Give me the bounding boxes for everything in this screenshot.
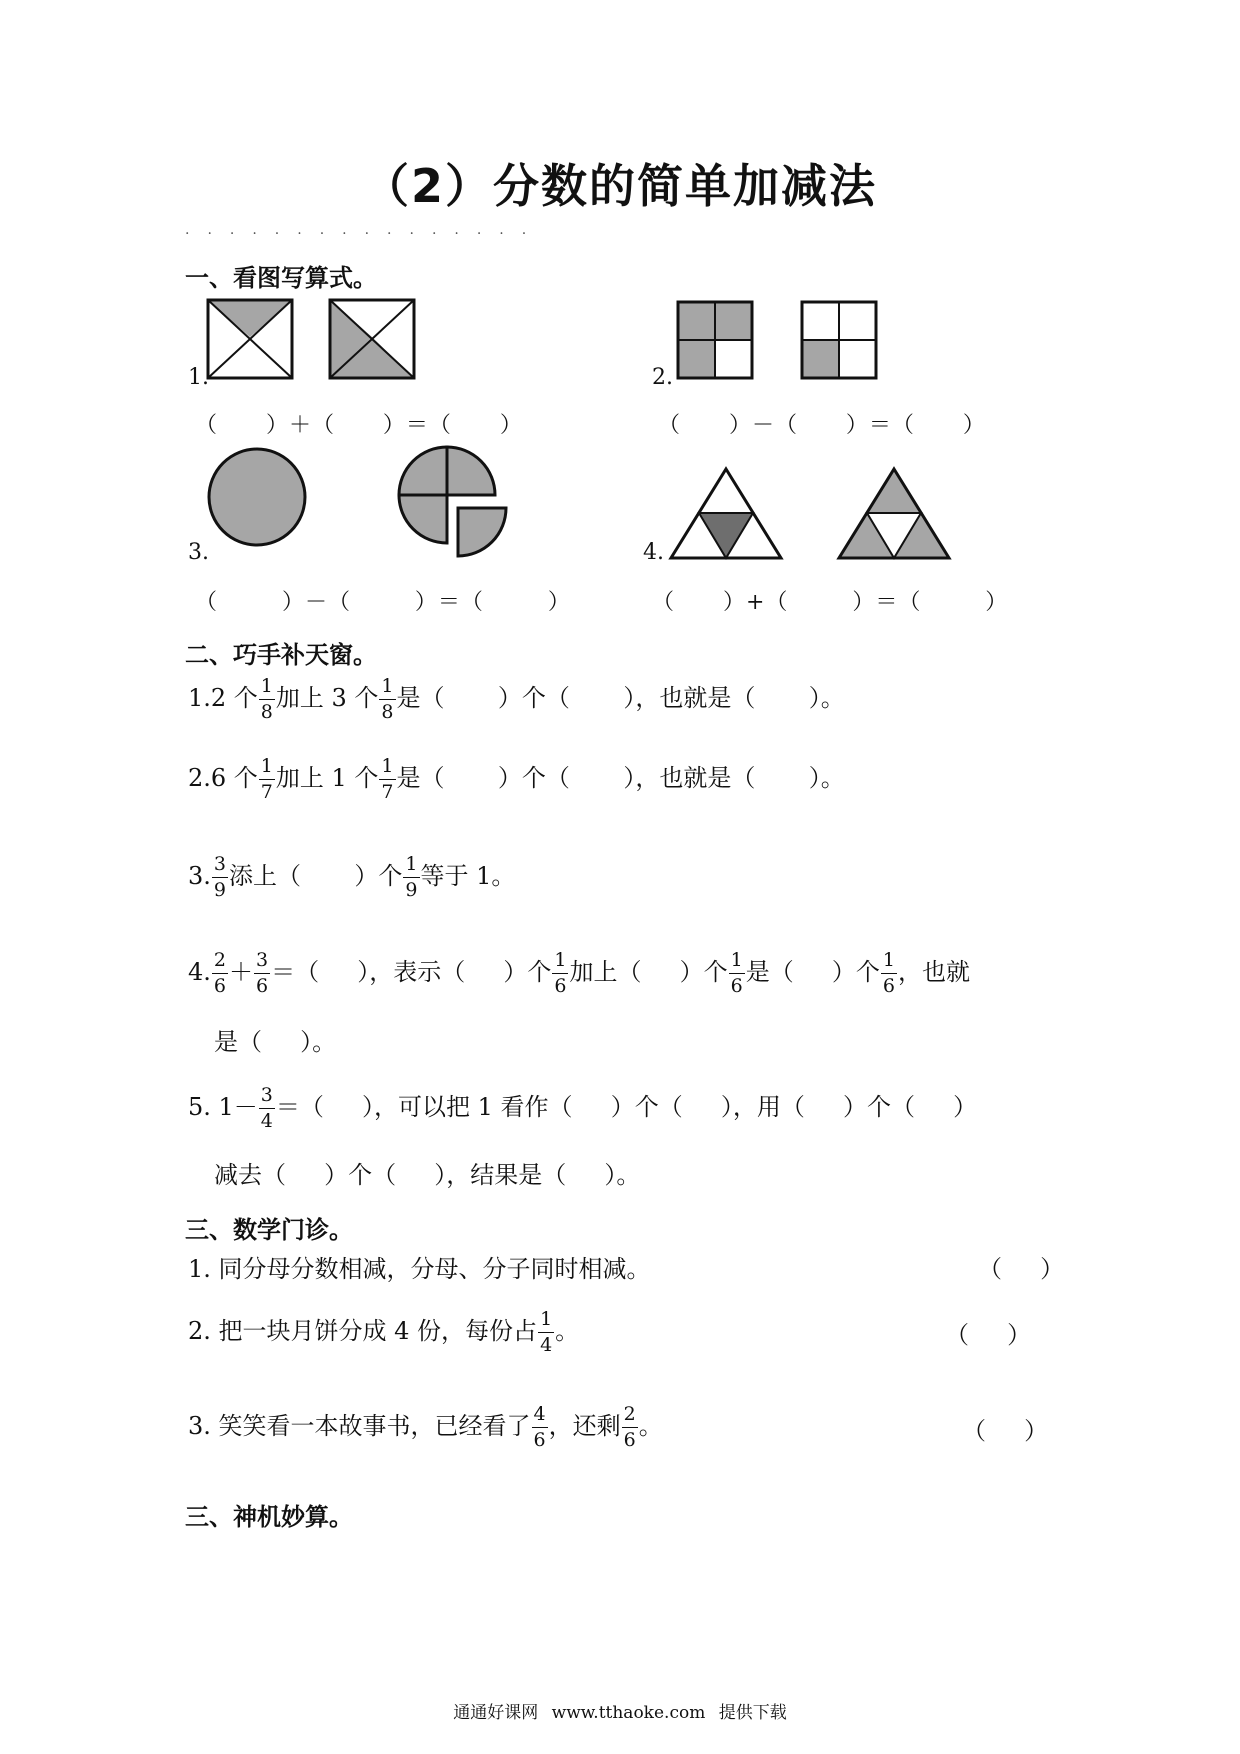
title-dots: ................ xyxy=(185,222,545,238)
fraction: $\frac{2}{6}$ xyxy=(623,1403,636,1451)
fraction: $\frac{1}{6}$ xyxy=(882,949,895,997)
page-footer xyxy=(0,1698,1240,1723)
fill-question-4-line2: 是（ ）。 xyxy=(214,1028,337,1056)
figure-2-equation: （ ）－（ ）＝（ ） xyxy=(658,413,986,438)
figure-3-split-circle xyxy=(390,442,515,560)
clinic-answer-2: （ ） xyxy=(945,1321,1032,1349)
fill-question-3: 3. $\frac{3}{9}$ 添上（ ）个 $\frac{1}{9}$ 等于 1。 xyxy=(188,853,516,901)
fraction: $\frac{1}{6}$ xyxy=(554,949,567,997)
footer-tail: 提供下载 xyxy=(718,1703,787,1723)
figure-1-square-a xyxy=(205,297,300,382)
figure-3-label: 3. xyxy=(188,540,209,565)
clinic-answer-3: （ ） xyxy=(962,1417,1049,1445)
clinic-question-2: 2. 把一块月饼分成 4 份，每份占 $\frac{1}{4}$ 。 xyxy=(188,1308,580,1356)
figure-4-equation: （ ）+（ ）＝（ ） xyxy=(652,590,1009,615)
fraction: $\frac{4}{6}$ xyxy=(533,1403,546,1451)
fraction: $\frac{1}{4}$ xyxy=(540,1308,553,1356)
section-heading-4: 三、神机妙算。 xyxy=(185,1503,353,1531)
page-title: （2）分数的简单加减法 xyxy=(362,159,877,213)
fill-question-5: 5. 1－ $\frac{3}{4}$ ＝（ ），可以把 1 看作（ ）个（ ），用（ ）个（ ） xyxy=(188,1084,978,1132)
fill-question-2: 2.6 个 $\frac{1}{7}$ 加上 1 个 $\frac{1}{7}$ 是（ ）个（ ），也就是（ ）。 xyxy=(188,755,845,803)
fraction: $\frac{1}{8}$ xyxy=(381,675,394,723)
fill-question-4: 4. $\frac{2}{6}$ ＋ $\frac{3}{6}$ ＝（ ），表示（ ）个 $\frac{1}{6}$ 加上（ ）个 $\frac{1}{6}$ 是（ ）个 $\frac{1}{6}$ ，也就 xyxy=(188,949,970,997)
section-heading-1: 一、看图写算式。 xyxy=(185,264,377,292)
figure-1-label: 1. xyxy=(188,365,209,390)
fill-question-1: 1.2 个 $\frac{1}{8}$ 加上 3 个 $\frac{1}{8}$ 是（ ）个（ ），也就是（ ）。 xyxy=(188,675,845,723)
figure-1-equation: （ ）＋（ ）＝（ ） xyxy=(195,413,523,438)
section-heading-3: 三、数学门诊。 xyxy=(185,1216,353,1244)
clinic-question-1: 1. 同分母分数相减，分母、分子同时相减。 xyxy=(188,1255,651,1283)
fraction: $\frac{1}{7}$ xyxy=(381,755,394,803)
fraction: $\frac{1}{8}$ xyxy=(260,675,273,723)
fraction: $\frac{3}{4}$ xyxy=(260,1084,273,1132)
fraction: $\frac{3}{6}$ xyxy=(256,949,269,997)
figure-4-triangle-b xyxy=(836,466,952,562)
figure-2-label: 2. xyxy=(652,365,673,390)
fill-question-5-line2: 减去（ ）个（ ），结果是（ ）。 xyxy=(214,1161,641,1189)
clinic-answer-1: （ ） xyxy=(978,1255,1065,1283)
fraction: $\frac{1}{7}$ xyxy=(260,755,273,803)
figure-4-triangle-a xyxy=(668,466,784,562)
figure-3-equation: （ ）－（ ）＝（ ） xyxy=(195,590,571,615)
fraction: $\frac{1}{9}$ xyxy=(405,853,418,901)
clinic-question-3: 3. 笑笑看一本故事书，已经看了 $\frac{4}{6}$ ，还剩 $\frac{2}{6}$ 。 xyxy=(188,1403,663,1451)
footer-url[interactable]: www.tthaoke.com xyxy=(551,1703,706,1723)
fraction: $\frac{3}{9}$ xyxy=(213,853,226,901)
figure-2-grid-a xyxy=(676,300,754,380)
section-heading-2: 二、巧手补天窗。 xyxy=(185,641,377,669)
figure-4-label: 4. xyxy=(643,540,664,565)
footer-site: 通通好课网 xyxy=(453,1703,539,1723)
fraction: $\frac{2}{6}$ xyxy=(213,949,226,997)
figure-3-whole-circle xyxy=(205,446,310,548)
fraction: $\frac{1}{6}$ xyxy=(730,949,743,997)
figure-1-square-b xyxy=(327,297,422,382)
figure-2-grid-b xyxy=(800,300,878,380)
